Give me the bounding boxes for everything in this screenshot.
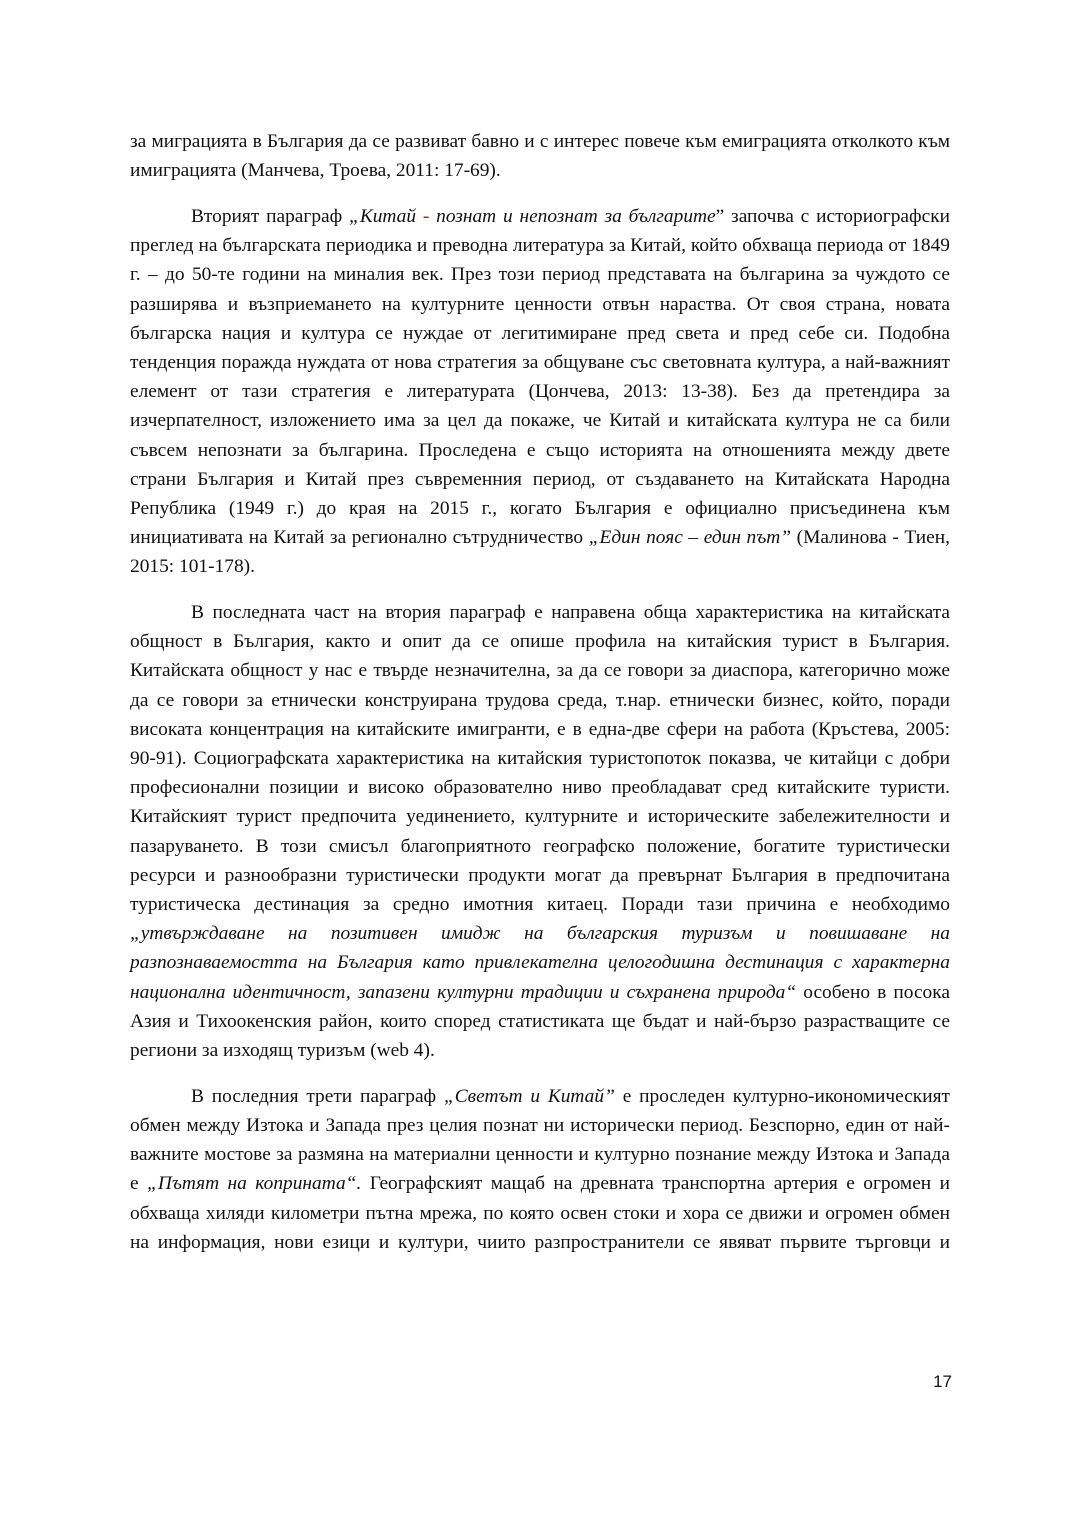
paragraph-4-end: Географският мащаб на древната транспортна артерия е огромен и обхваща хиляди километри пътна мрежа, по която освен стоки и хора се движи и огромен обмен на информация, нови езици и култури, чиито разпространители се явяват първите търговци и — [130, 1173, 950, 1253]
paragraph-3 — [130, 598, 950, 1065]
paragraph-4-body: е проследен културно-икономическият обмен между Изтока и Запада през целия познат ни исторически период. Безспорно, един от най-важните мостове за размяна на материални ценности и културно познание между Изтока и Запада е — [130, 1085, 950, 1195]
paragraph-1: за миграцията в България да се развиват бавно и с интерес повече към емиграцията отколкото към имиграцията (Манчева, Троева, 2011: 17-69). — [130, 131, 950, 182]
paragraph-4 — [130, 1082, 950, 1257]
body-text — [130, 127, 950, 1274]
quote-belt-road: „Един пояс – един път” — [588, 527, 792, 549]
paragraph-2-body: ” започва с историографски преглед на българската периодика и преводна литература за Китай, който обхваща периода от 1849 г. – до 50-те години на миналия век. През този период представата на българина за чуждото се разширява и възприемането на културните ценности отвън нараства. От своя страна, новата българска нация и култура се нуждае от легитимиране пред света и пред себе си. Подобна тенденция поражда нуждата от нова стратегия за общуване със световната култура, а най-важният елемент от тази стратегия е литературата (Цончева, 2013: 13-38). Без да претендира за изчерпателност, изложението има за цел да покаже, че Китай и китайската култура не са били съвсем непознати за българина. Проследена е също историята на отношенията между двете страни България и Китай през съвременния период, от създаването на Китайската Народна Република (1949 г.) до края на 2015 г., когато България е официално присъединена към инициативата на Китай за регионално сътрудничество — [130, 205, 950, 549]
section-title-china: „Китай - познат и непознат за българите — [349, 205, 716, 227]
paragraph-2 — [130, 202, 950, 582]
paragraph-2-intro: Вторият параграф — [191, 205, 350, 227]
paragraph-4-intro: В последния трети параграф — [191, 1085, 444, 1107]
paragraph-2-citation: (Малинова - Тиен, 2015: 101-178). — [130, 527, 951, 578]
quote-silk-road: „Пътят на коприната“. — [147, 1173, 362, 1195]
paragraph-3-body: В последната част на втория параграф е направена обща характеристика на китайската общност в България, както и опит да се опише профила на китайския турист в България. Китайската общност у нас е твърде незначителна, за да се говори за диаспора, категорично може да се говори за етнически конструирана трудова среда, т.нар. етнически бизнес, който, поради високата концентрация на китайските имигранти, е в една-две сфери на работа (Кръстева, 2005: 90-91). Социографската характеристика на китайския туристопоток показва, че китайци с добри професионални позиции и високо образователно ниво преобладават сред китайските туристи. Китайският турист предпочита уединението, културните и историческите забележителности и пазаруването. В този смисъл благоприятното географско положение, богатите туристически ресурси и разнообразни туристически продукти могат да превърнат България в предпочитана туристическа дестинация за средно имотния китаец. Поради тази причина е необходимо — [130, 602, 950, 916]
page-number: 17 — [933, 1372, 952, 1391]
quote-tourism-image: „утвърждаване на позитивен имидж на българския туризъм и повишаване на разпознаваемостта на България като привлекателна целогодишна дестинация с характерна национална идентичност, запазени културни традиции и съхранена природа“ — [130, 923, 950, 1003]
section-title-world-china: „Светът и Китай” — [443, 1085, 615, 1107]
paragraph-3-end: особено в посока Азия и Тихоокенския район, които според статистиката ще бъдат и най-бързо разрастващите се региони за изходящ туризъм (web 4). — [130, 981, 950, 1062]
